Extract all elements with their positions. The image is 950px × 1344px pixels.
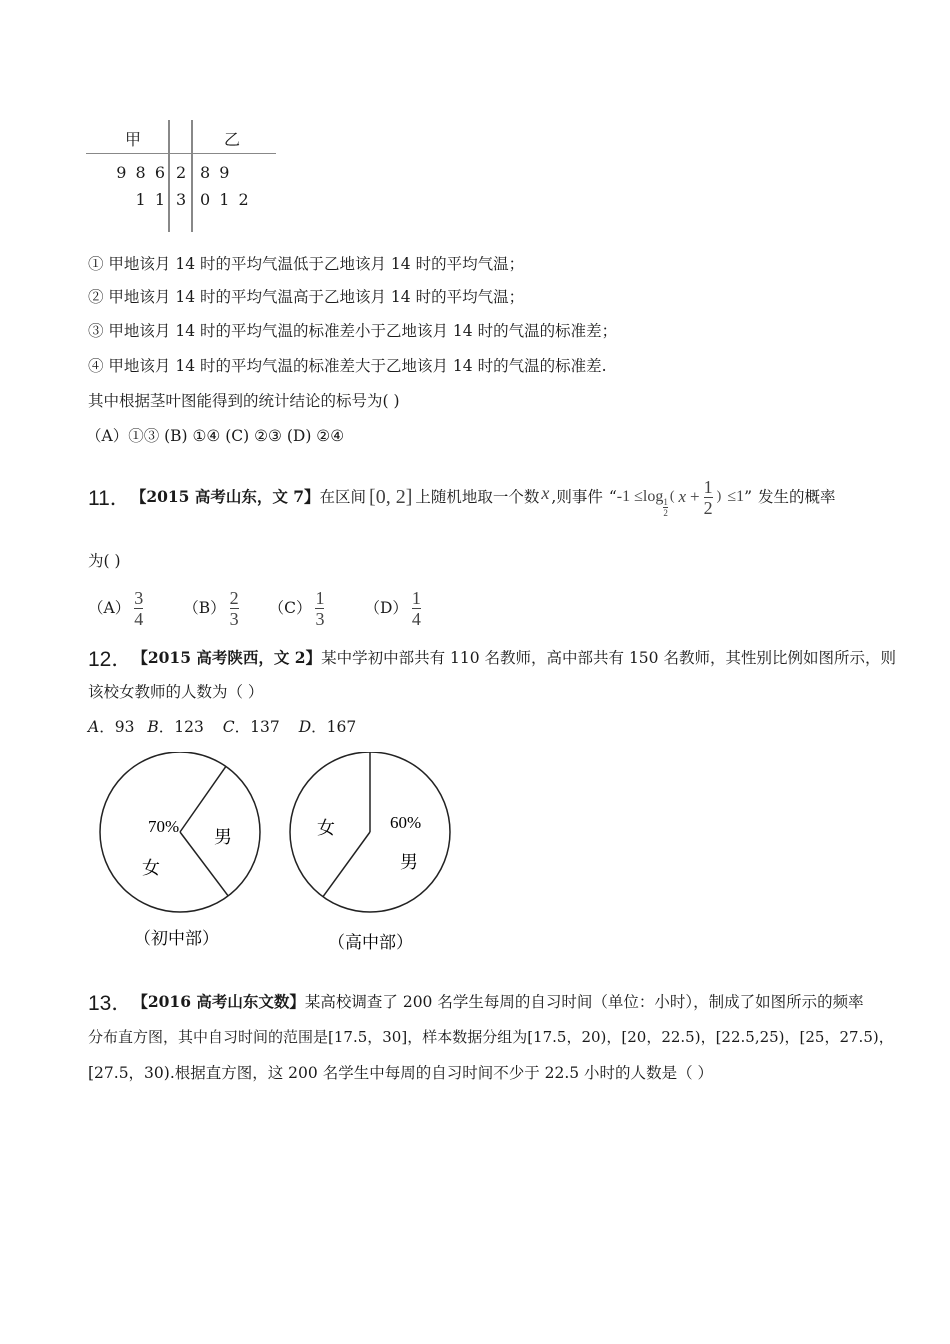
pie-junior-female-pct: 70% bbox=[148, 817, 180, 836]
q11-number: 11． bbox=[88, 487, 131, 510]
q11-event-close: ” bbox=[744, 488, 753, 506]
q10-prompt: 其中根据茎叶图能得到的统计结论的标号为( ) bbox=[88, 392, 400, 410]
q12-option-b-letter: B bbox=[147, 718, 159, 736]
q11-option-d-label: （D） bbox=[364, 599, 408, 617]
pie-junior-title: （初中部） bbox=[134, 929, 219, 948]
q11-option-a-num: 3 bbox=[134, 587, 144, 608]
q12-option-d-letter: D bbox=[298, 718, 312, 736]
q10-statement-3: ③ 甲地该月 14 时的平均气温的标准差小于乙地该月 14 时的气温的标准差； bbox=[88, 322, 618, 340]
stem-header-line bbox=[86, 153, 276, 154]
q11-plus: + bbox=[690, 487, 700, 506]
q10-options: （A）①③ (B) ①④ (C) ②③ (D) ②④ bbox=[86, 427, 345, 445]
q12-option-c-value: ．137 bbox=[234, 718, 280, 736]
q11-log-base-den: 2 bbox=[663, 507, 668, 518]
pie-junior-female-label: 女 bbox=[142, 858, 160, 878]
q10-statement-1: ① 甲地该月 14 时的平均气温低于乙地该月 14 时的平均气温； bbox=[88, 255, 525, 273]
q12-options bbox=[88, 717, 356, 737]
q11-paren-x: x bbox=[678, 487, 687, 506]
q11-options bbox=[88, 585, 421, 631]
stem-divider-left bbox=[168, 120, 170, 232]
q13-line1 bbox=[88, 988, 864, 1016]
q11-option-a-den: 4 bbox=[134, 608, 144, 629]
q11-text5: 为( ) bbox=[88, 552, 121, 570]
q12-option-a-letter: A bbox=[88, 718, 100, 736]
q11-option-b-frac bbox=[230, 588, 239, 629]
q13-text2: 分布直方图，其中自习时间的范围是[17.5，30]，样本数据分组为[17.5，20)，[20，22.5)，[22.5,25)，[25，27.5)， bbox=[88, 1028, 894, 1046]
pie-senior-male-pct: 60% bbox=[390, 813, 422, 832]
q11-var: x bbox=[541, 482, 550, 503]
pie-chart-senior bbox=[290, 752, 450, 952]
q11-inner-den: 2 bbox=[703, 497, 713, 518]
stem-row2-right: 0 1 2 bbox=[200, 190, 249, 209]
pie-charts bbox=[90, 752, 470, 962]
stem-row2-left: 1 1 bbox=[135, 190, 165, 209]
stem-row1-left: 9 8 6 bbox=[116, 163, 165, 182]
stem-row1-stem: 2 bbox=[176, 163, 187, 182]
q11-option-d-den: 4 bbox=[411, 608, 421, 629]
q13-text3: [27.5，30).根据直方图，这 200 名学生中每周的自习时间不少于 22.5 小时的人数是（ ） bbox=[88, 1064, 713, 1082]
q11-text4: 发生的概率 bbox=[758, 488, 836, 506]
q11-inner-frac bbox=[704, 477, 713, 518]
q12-line1 bbox=[88, 644, 896, 672]
q11-log-base bbox=[663, 497, 668, 518]
q11-option-b-den: 3 bbox=[229, 608, 239, 629]
q11-log-base-num: 1 bbox=[663, 496, 668, 507]
q11-option-d-frac bbox=[412, 588, 421, 629]
q11-interval: [0, 2] bbox=[369, 485, 413, 508]
q11-option-c-den: 3 bbox=[315, 608, 325, 629]
stem-row1-right: 8 9 bbox=[200, 163, 230, 182]
q12-option-d-value: ．167 bbox=[311, 718, 357, 736]
q13-text1: 某高校调查了 200 名学生每周的自习时间（单位：小时），制成了如图所示的频率 bbox=[304, 993, 864, 1011]
q11-source: 【2015 高考山东，文 7】 bbox=[130, 487, 320, 506]
q11-option-c-label: （C） bbox=[268, 599, 312, 617]
stem-row2-stem: 3 bbox=[176, 190, 187, 209]
q11-line1 bbox=[88, 476, 836, 518]
pie-senior-female-label: 女 bbox=[317, 818, 335, 838]
q13-source: 【2016 高考山东文数】 bbox=[132, 992, 305, 1011]
q11-event-lhs: -1 ≤log bbox=[616, 488, 664, 505]
pie-junior-male-label: 男 bbox=[214, 827, 232, 847]
q11-text1: 在区间 bbox=[319, 488, 367, 506]
q10-statement-2: ② 甲地该月 14 时的平均气温高于乙地该月 14 时的平均气温； bbox=[88, 288, 525, 306]
q11-option-a-frac bbox=[134, 588, 143, 629]
pie-junior-divider-1 bbox=[180, 766, 226, 832]
q11-option-a-label: （A） bbox=[88, 599, 131, 617]
stem-header-left: 甲 bbox=[125, 130, 142, 149]
pie-chart-junior bbox=[100, 752, 260, 948]
q12-option-b-value: ．123 bbox=[158, 718, 204, 736]
q11-text3: ,则事件 bbox=[551, 488, 603, 506]
stem-header-right: 乙 bbox=[224, 130, 241, 149]
q11-event-open: “ bbox=[608, 488, 617, 506]
pie-senior-divider-2 bbox=[323, 832, 370, 897]
q12-text2: 该校女教师的人数为（ ） bbox=[88, 683, 264, 701]
q11-paren-close: ) bbox=[716, 489, 722, 504]
q11-option-c-num: 1 bbox=[315, 587, 325, 608]
q11-inner-num: 1 bbox=[703, 476, 713, 497]
q12-option-c-letter: C bbox=[222, 718, 235, 736]
q11-text2: 上随机地取一个数 bbox=[415, 488, 540, 506]
q11-option-c-frac bbox=[315, 588, 324, 629]
q12-text1: 某中学初中部共有 110 名教师，高中部共有 150 名教师，其性别比例如图所示，则 bbox=[321, 649, 896, 667]
q13-number: 13． bbox=[88, 992, 133, 1015]
q11-option-b-label: （B） bbox=[183, 599, 226, 617]
q11-option-b-num: 2 bbox=[229, 587, 239, 608]
q12-option-a-value: ．93 bbox=[99, 718, 135, 736]
pie-senior-male-label: 男 bbox=[400, 852, 418, 872]
stem-divider-right bbox=[191, 120, 193, 232]
q10-statement-4: ④ 甲地该月 14 时的平均气温的标准差大于乙地该月 14 时的气温的标准差. bbox=[88, 357, 607, 375]
pie-senior-title: （高中部） bbox=[328, 933, 413, 952]
q12-source: 【2015 高考陕西，文 2】 bbox=[132, 648, 322, 667]
q12-number: 12． bbox=[88, 648, 133, 671]
q11-paren-open: ( bbox=[669, 489, 675, 504]
q11-option-d-num: 1 bbox=[411, 587, 421, 608]
q11-event-rhs: ≤1 bbox=[727, 488, 745, 505]
